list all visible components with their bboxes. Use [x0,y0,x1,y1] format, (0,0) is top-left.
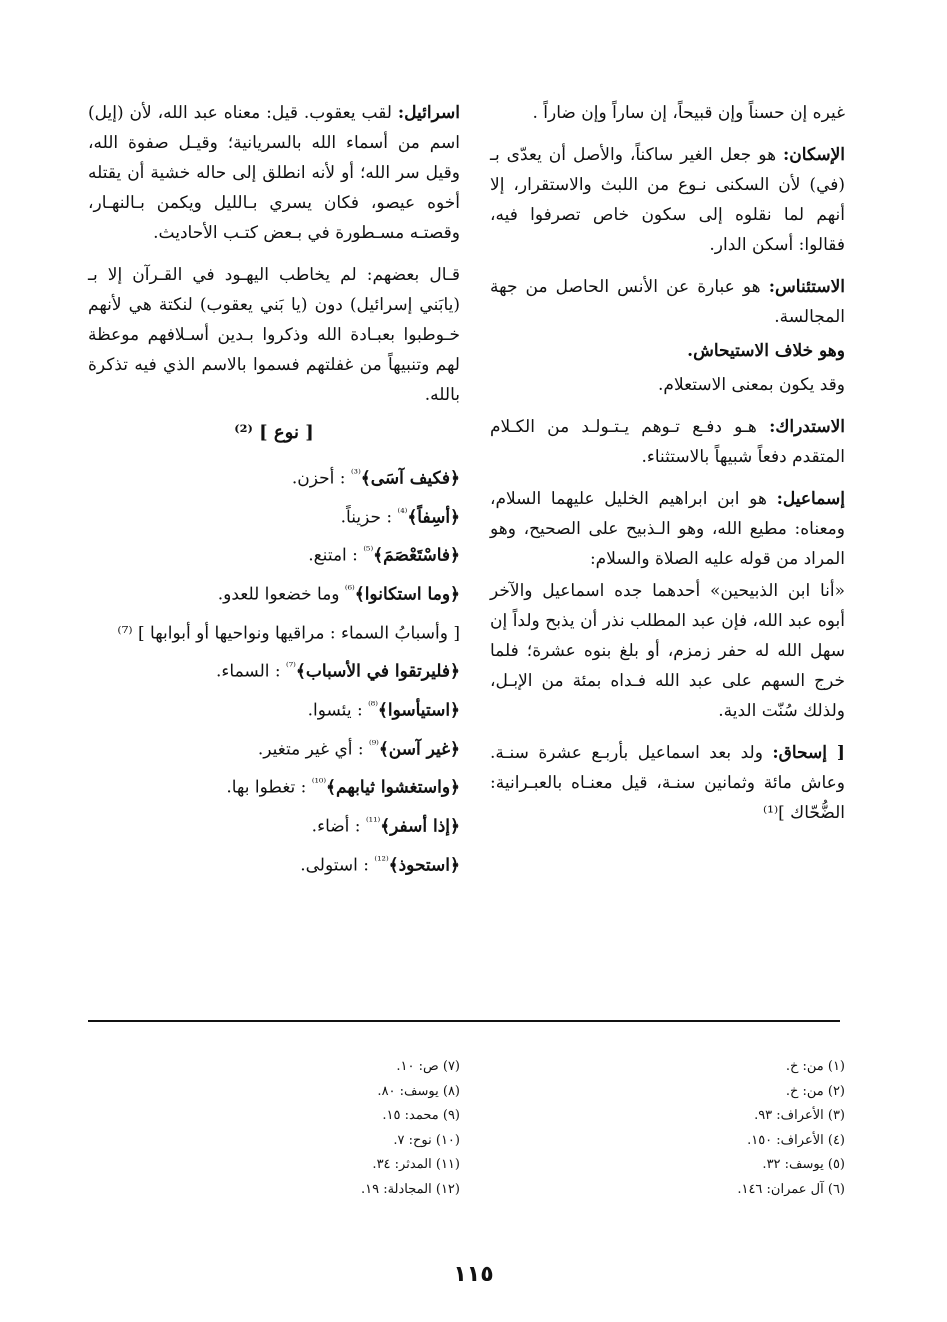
glossary-meaning: : السماء. [216,661,287,682]
glossary-meaning: وما خضعوا للعدو. [217,584,345,605]
glossary-item [88,573,460,612]
glossary-term: ﴿غير آسن﴾ [378,739,460,760]
footnote-divider [88,1020,840,1022]
entry-text: هو عبارة عن الأنس الحاصل من جهة المجالسة. [490,277,845,327]
paragraph [490,272,845,332]
entry-term: اسرائيل: [397,103,460,123]
glossary-item [88,612,460,651]
glossary-list [88,457,460,882]
glossary-term: ﴿فاسْتَعْصَمَ﴾ [373,545,460,566]
entry-term: الاستئناس: [768,277,845,297]
footnote-ref: ⁽⁵⁾ [363,544,374,558]
footnote-ref: ⁽¹⁰⁾ [311,776,327,790]
entry-text: هـو دفـع تـوهم يـتـولـد من الكـلام المتقدم دفعاً شبيهاً بالاستثناء. [490,417,845,467]
paragraph [490,370,845,400]
glossary-term: ﴿فكيف آسَى﴾ [360,468,460,489]
footnote: (١٠) نوح: ٧. [393,1132,460,1148]
glossary-item [88,496,460,535]
footnote: (٥) يوسف: ٣٢. [762,1157,845,1172]
glossary-term: ﴿أسِفاً﴾ [407,507,460,528]
footnote: (٤) الأعراف: ١٥٠. [747,1132,845,1148]
entry-term: [ إسحاق: [772,743,845,763]
glossary-term: ﴿استيأسوا﴾ [377,700,460,721]
glossary-item [88,457,460,496]
entry-term: إسماعيل: [776,489,845,509]
glossary-meaning: : امتنع. [308,545,364,566]
footnote-ref: ⁽³⁾ [350,467,361,480]
paragraph [490,576,845,726]
glossary-meaning: : يئسوا. [307,700,369,721]
footnote-ref: ⁽¹¹⁾ [365,814,381,828]
entry-text: وهو خلاف الاستيحاش. [687,341,845,361]
paragraph [88,98,460,248]
glossary-meaning: : أي غير متغير. [257,739,370,760]
paragraph [490,140,845,260]
glossary-item [88,844,460,883]
paragraph [490,412,845,472]
entry-text: هو جعل الغير ساكناً، والأصل أن يعدّى بـ (في) لأن السكنى نـوع من اللبث والاستقرار، إلا أنهم لما نقلوه إلى سكون خاص تصرفوا فيه، فقالوا: أسكن الدار. [490,145,845,255]
paragraph [490,98,845,128]
glossary-meaning: : مراقيها ونواحيها أو أبوابها ] ⁽⁷⁾ [117,623,341,644]
entry-term: الإسكان: [783,145,845,165]
entry-term: الاستدراك: [769,417,845,437]
paragraph [88,260,460,410]
glossary-item [88,805,460,844]
glossary-meaning: : أضاء. [311,816,366,837]
footnote: (٩) محمد: ١٥. [382,1108,460,1123]
right-column [490,98,845,840]
entry-text: ولد بعد اسماعيل بأربـع عشرة سنـة. وعاش مائة وثمانين سنـة، قيل معنـاه بالعبـرانية: الضُّحّاك ]⁽¹⁾ [490,743,845,823]
glossary-item [88,728,460,767]
glossary-item [88,650,460,689]
glossary-meaning: : حزيناً. [340,507,398,528]
glossary-item [88,534,460,573]
footnotes-left [250,1055,460,1202]
entry-text: قـال بعضهم: لم يخاطب اليهـود في القـرآن إلا بـ (يابَني إسرائيل) دون (يا بَني يعقوب) لنكتة هي لأنهم خـوطبوا بعبـادة الله وذكروا بـدين أسـلافهم موعظة لهم وتنبيهاً من غفلتهم فسموا بالاسم الذي فيه تذكرة بالله. [88,265,460,405]
paragraph [490,336,845,366]
glossary-term: [ وأسبابُ السماء [341,623,460,644]
footnote-ref: ⁽⁷⁾ [286,660,296,674]
footnote: (٢) من: خ. [785,1083,845,1099]
entry-text: وقد يكون بمعنى الاستعلام. [658,375,845,395]
glossary-term: ﴿وما استكانوا﴾ [354,584,460,605]
paragraph [490,738,845,828]
footnote: (٨) يوسف: ٨٠. [377,1083,460,1099]
glossary-item [88,689,460,728]
footnote: (٦) آل عمران: ١٤٦. [737,1181,845,1197]
entry-text: لقب يعقوب. قيل: معناه عبد الله، لأن (إيل) اسم من أسماء الله بالسريانية؛ وقيـل صفوة الله، وقيل سر الله؛ أو لأنه انطلق إلى حاله خشية أن يقتله أخوه عيصو، فكان يسري بـالليل ويكمن بـالنهـار، وقصتـه مسـطورة في بـعض كتـب الأحاديث. [88,103,460,243]
footnote-ref: ⁽⁸⁾ [368,698,378,712]
glossary-term: ﴿إذا أسفر﴾ [380,816,460,837]
footnote-ref: ⁽⁴⁾ [397,505,408,519]
paragraph [490,484,845,574]
footnote: (١) من: خ. [785,1059,845,1074]
footnote: (١٢) المجادلة: ١٩. [360,1181,460,1197]
page-number: ١١٥ [453,1262,494,1287]
glossary-item [88,766,460,805]
glossary-meaning: : أحزن. [291,468,351,489]
entry-text: «أنا ابن الذبيحين» أحدهما جده اسماعيل والآخر أبوه عبد الله، فإن عبد المطلب نذر أن يذبح ولداً إن سهل الله له حفر زمزم، أو بلغ بنوه عشرة؛ فلما خرج السهم على عبد الله فـداه بمئة من الإبـل، ولذلك سُنّت الدية. [490,581,845,721]
footnote-ref: ⁽¹²⁾ [374,853,389,867]
glossary-term: ﴿استحوذ﴾ [388,855,460,876]
entry-text: هو ابن ابراهيم الخليل عليهما السلام، ومعناه: مطيع الله، وهو الـذبيح على الصحيح، وهو المراد من قوله عليه الصلاة والسلام: [490,489,845,569]
glossary-meaning: : استولى. [300,855,375,876]
glossary-term: ﴿واستغشوا ثيابهم﴾ [326,777,460,798]
footnote: (٧) ص: ١٠. [396,1059,460,1074]
footnotes-right [620,1055,845,1202]
section-heading: [ نوع ] ⁽²⁾ [234,422,314,443]
footnote: (٣) الأعراف: ٩٣. [754,1108,845,1123]
footnote-ref: ⁽⁶⁾ [344,582,355,596]
glossary-meaning: : تغطوا بها. [226,777,312,798]
footnote: (١١) المدثر: ٣٤. [372,1157,460,1172]
glossary-term: ﴿فليرتقوا في الأسباب﴾ [295,661,460,682]
left-column [88,98,460,882]
entry-text: غيره إن حسناً وإن قبيحاً، إن ساراً وإن ضاراً . [532,103,845,123]
footnote-ref: ⁽⁹⁾ [369,737,379,751]
